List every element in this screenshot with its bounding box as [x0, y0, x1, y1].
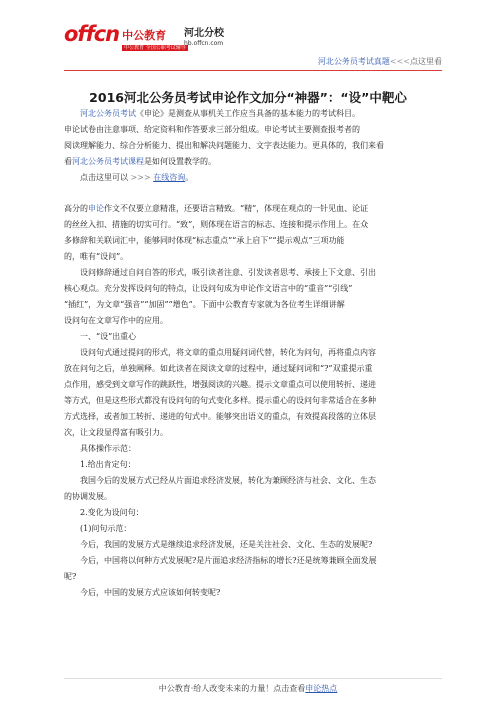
header-divider [64, 70, 442, 71]
shenlun-link[interactable]: 申论 [88, 204, 104, 213]
p3-line-6: 次，让文段显得富有吸引力。 [64, 428, 168, 437]
step-1-text-line-1: 我国今后的发展方式已经从片面追求经济发展，转化为兼顾经济与社会、文化、生态 [80, 476, 376, 485]
footer [0, 683, 496, 694]
footer-divider [64, 678, 442, 679]
branch-name: 河北分校 [184, 28, 224, 39]
logo-text: offcn [64, 22, 120, 46]
consult-arrows: >>> [130, 173, 151, 182]
step-2a-label: (1)问句示范： [80, 524, 132, 533]
p2-line-2: 核心观点。充分发挥设问句的特点，让设问句成为申论作文语言中的“重音”“引线” [64, 284, 353, 293]
article-body [64, 106, 446, 601]
top-link-text[interactable]: 河北公务员考试真题 [317, 57, 390, 66]
question-1: 今后，我国的发展方式是继续追求经济发展，还是关注社会、文化、生态的发展呢? [80, 540, 373, 549]
steps-heading: 具体操作示范： [80, 444, 136, 453]
question-3: 今后，中国的发展方式应该如何转变呢? [80, 588, 221, 597]
p1-line-2: 的丝丝入扣、措施的切实可行。“致”，则体现在语言的标志、连接和提示作用上。在众 [64, 220, 369, 229]
p1-line-1: 高分的申论作文不仅要立意精准，还要语言精致。“精”，体现在观点的一针见血、论证 [64, 204, 369, 213]
intro-line-4: 看河北公务员考试课程是如何设置教学的。 [64, 157, 216, 166]
question-2-line-1: 今后，中国将以何种方式发展呢?是片面追求经济指标的增长?还是统筹兼顾全面发展 [80, 556, 377, 565]
footer-text: 中公教育·给人改变未来的力量！点击查看 [158, 684, 306, 693]
p2-line-4: 设问句在文章写作中的应用。 [64, 316, 168, 325]
intro-line-2: 申论试卷由注意事项、给定资料和作答要求三部分组成。申论考试主要测查报考者的 [64, 125, 360, 134]
logo-tagline: 中公教育 全国公职考试辅导 [124, 45, 186, 51]
p3-line-1: 设问句式通过提问的形式，将文章的重点用疑问词代替，转化为问句，再将重点内容 [80, 348, 376, 357]
p1-line-3: 多修辞和关联词汇中，能够同时体现“标志重点”“承上启下”“提示观点”三项功能 [64, 236, 345, 245]
p3-line-4: 等方式，但是这些形式都没有设问句的句式变化多样。提示重心的设问句非常适合在多种 [64, 396, 376, 405]
branch-info [184, 28, 224, 48]
logo-cn-name: 中公教育 [122, 29, 167, 42]
p1-line-4: 的，唯有“设问”。 [64, 252, 129, 261]
page-title: 2016河北公务员考试申论作文加分“神器”：“设”中靶心 [89, 90, 407, 105]
consult-link[interactable]: 在线咨询 [153, 173, 186, 182]
p3-line-2: 放在问句之后，单独阐释。如此读者在阅读文章的过程中，通过疑问词和“?”双重提示重 [64, 364, 373, 373]
top-link-tail[interactable]: 点这里看 [410, 57, 442, 66]
p2-line-3: “插红”，为文章“强音”“加固”“增色”。下面中公教育专家就为各位考生详细讲解 [64, 300, 345, 309]
step-1-label: 1.给出肯定句： [80, 460, 136, 469]
intro-line-5: 点击这里可以 >>> 在线咨询。 [80, 173, 194, 182]
offcn-logo[interactable] [64, 22, 188, 51]
p3-line-3: 点作用，感受到文章写作的跳跃性，增强阅读的兴趣。提示文章重点可以使用转折、递进 [64, 380, 376, 389]
p3-line-5: 方式选择，或者加工转折、递进的句式中。能够突出语义的重点，有效提高段落的立体层 [64, 412, 376, 421]
question-2-line-2: 呢? [64, 572, 77, 581]
section-heading-1: 一、“设”出重心 [80, 332, 137, 341]
branch-url[interactable]: hb.offcn.com [184, 40, 224, 47]
intro-line-1: 河北公务员考试《申论》是测查从事机关工作应当具备的基本能力的考试科目。 [80, 109, 360, 118]
exam-link[interactable]: 河北公务员考试 [80, 109, 136, 118]
intro-line-3: 阅读理解能力、综合分析能力、提出和解决问题能力、文字表达能力。更具体的，我们来看 [64, 141, 384, 150]
course-link[interactable]: 河北公务员考试课程 [72, 157, 144, 166]
top-exam-link[interactable] [318, 56, 442, 67]
top-link-arrows: <<< [389, 57, 410, 66]
footer-hot-link[interactable]: 申论热点 [305, 684, 338, 693]
p2-line-1: 设问修辞通过自问自答的形式，吸引读者注意、引发读者思考、承接上下文意、引出 [80, 268, 376, 277]
step-2-label: 2.变化为设问句： [80, 508, 144, 517]
step-1-text-line-2: 的协调发展。 [64, 492, 112, 501]
